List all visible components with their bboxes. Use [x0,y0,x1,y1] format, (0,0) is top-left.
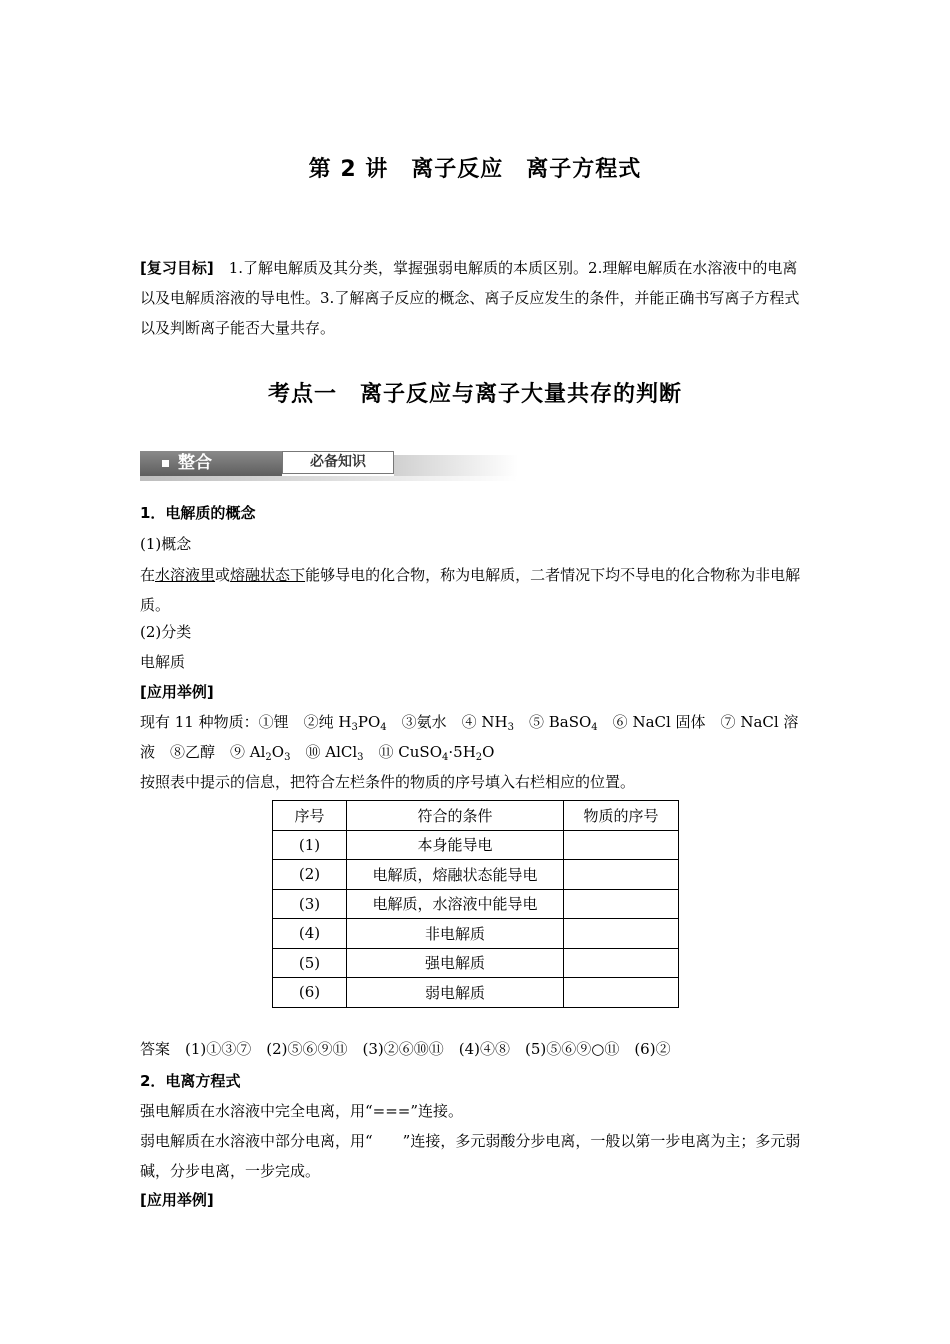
table-cell: (6) [273,978,347,1008]
table-header: 序号 [273,801,347,831]
subheading-concept: (1)概念 [140,535,192,553]
table-cell: 电解质，水溶液中能导电 [347,889,564,919]
table-row [273,830,679,860]
table-cell: 电解质，熔融状态能导电 [347,860,564,890]
blank-aqueous-solution: 水溶液里 [155,566,216,584]
substances-line-2 [140,742,494,762]
table-row [273,919,679,949]
review-objectives [140,253,810,343]
square-bullet-icon [162,460,169,467]
section-title: 考点一 离子反应与离子大量共存的判断 [267,382,682,407]
table-cell: 本身能导电 [347,830,564,860]
subscript: 3 [507,722,514,733]
blank-molten-state: 熔融状态下 [230,566,306,584]
table-header: 符合的条件 [347,801,564,831]
sub-text: O [482,743,495,761]
heading-electrolyte-concept: 1．电解质的概念 [140,504,256,522]
definition-or: 或 [215,566,231,584]
banner-integrate [140,451,282,476]
sub-text: ⑤ BaSO [513,713,592,731]
sub-text: ⑩ AlCl [290,743,358,761]
answer-cell[interactable] [564,830,679,860]
banner-integrate-label: 整合 [178,453,212,473]
definition-paragraph [140,560,810,620]
answer-cell[interactable] [564,919,679,949]
substances-line-1 [140,712,798,732]
table-cell: (5) [273,948,347,978]
banner-shadow [140,476,518,481]
section-banner [140,449,518,481]
definition-rest: 能够导电的化合物，称为电解质，二者情况下均不导电的化合物称为非电解质。 [140,566,801,614]
answer-cell[interactable] [564,948,679,978]
table-cell: 强电解质 [347,948,564,978]
sub-text: ⑪ CuSO [363,743,443,761]
table-cell: (4) [273,919,347,949]
answer-cell[interactable] [564,889,679,919]
table-row [273,978,679,1008]
classification-table [272,800,679,1008]
subscript: 3 [284,752,291,763]
subscript: 2 [475,752,483,763]
answer-cell[interactable] [564,978,679,1008]
sub-text: O [271,743,285,761]
example-label-2: [应用举例] [140,1191,214,1209]
sub-text: PO [357,713,381,731]
table-header-row [273,801,679,831]
subscript: 2 [265,752,272,763]
sub-text: ③氨水 ④ NH [386,713,508,731]
sub-text: 现有 11 种物质：①锂 ②纯 H [140,713,352,731]
answer-cell[interactable] [564,860,679,890]
objectives-text: 1.了解电解质及其分类，掌握强弱电解质的本质区别。2.理解电解质在水溶液中的电离以及电解质溶液的导电性。3.了解离子反应的概念、离子反应发生的条件，并能正确书写离子方程式以及判断离子能否大量共存。 [140,259,800,337]
table-cell: (1) [273,830,347,860]
subscript: 3 [357,752,364,763]
subscript: 3 [351,722,358,733]
banner-fade [394,455,518,476]
definition-prefix: 在 [140,566,156,584]
subscript: 4 [591,722,598,733]
sub-text: ·5H [448,743,476,761]
subscript: 4 [442,752,449,763]
classification-text: 电解质 [140,653,186,671]
table-row [273,889,679,919]
table-cell: (3) [273,889,347,919]
sub-text: ⑥ NaCl 固体 ⑦ NaCl 溶 [597,713,799,731]
banner-knowledge: 必备知识 [282,451,394,474]
weak-electrolyte-text: 弱电解质在水溶液中部分电离，用“ ”连接，多元弱酸分步电离，一般以第一步电离为主；多元弱碱，分步电离，一步完成。 [140,1132,801,1180]
example-label-1: [应用举例] [140,683,214,701]
lecture-title: 第 2 讲 离子反应 离子方程式 [308,157,642,182]
answer-line: 答案 (1)①③⑦ (2)⑤⑥⑨⑪ (3)②⑥⑩⑪ (4)④⑧ (5)⑤⑥⑨○⑪ (6)② [140,1040,671,1058]
instruction-text: 按照表中提示的信息，把符合左栏条件的物质的序号填入右栏相应的位置。 [140,773,636,791]
objectives-label: [复习目标] [140,259,214,277]
table-header: 物质的序号 [564,801,679,831]
table-cell: 弱电解质 [347,978,564,1008]
table-row [273,860,679,890]
sub-text: 液 ⑧乙醇 ⑨ Al [140,743,266,761]
table-cell: (2) [273,860,347,890]
table-cell: 非电解质 [347,919,564,949]
table-row [273,948,679,978]
strong-electrolyte-text: 强电解质在水溶液中完全电离，用“===”连接。 [140,1102,464,1120]
subscript: 4 [380,722,387,733]
subheading-classification: (2)分类 [140,623,192,641]
heading-ionization-equation: 2．电离方程式 [140,1072,241,1090]
